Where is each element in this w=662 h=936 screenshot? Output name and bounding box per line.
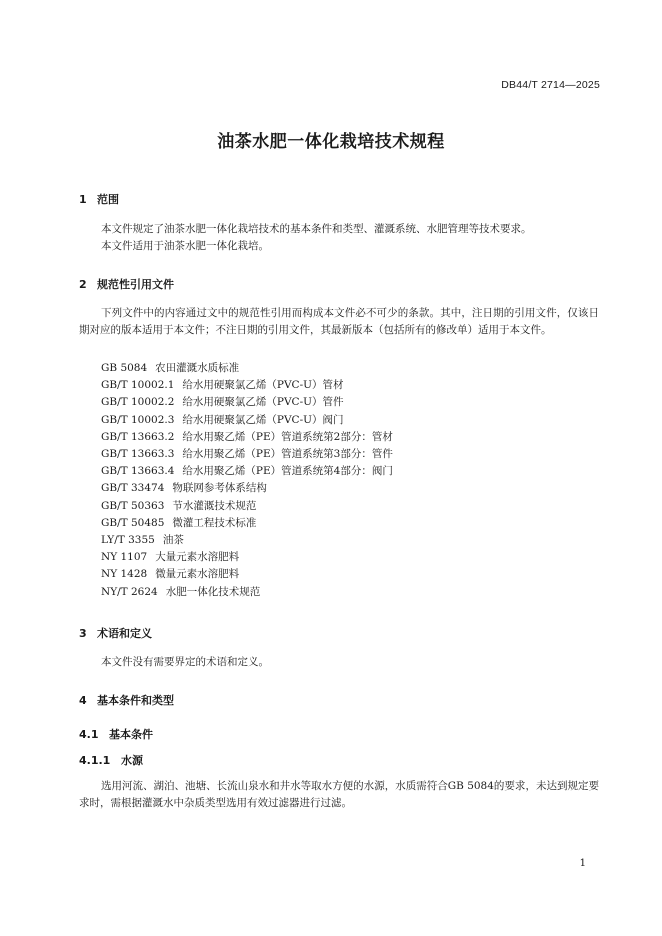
reference-code: GB/T 10002.2 (101, 396, 175, 409)
reference-title: 微灌工程技术标准 (172, 516, 257, 529)
subsection-number: 4.1.1 (79, 754, 111, 767)
list-item (101, 394, 393, 411)
section-title: 术语和定义 (97, 627, 152, 640)
reference-title: 节水灌溉技术规范 (172, 499, 257, 512)
section-heading-scope (79, 191, 119, 207)
reference-code: GB/T 13663.2 (101, 430, 175, 443)
document-title: 油茶水肥一体化栽培技术规程 (217, 132, 445, 152)
paragraph: 本文件没有需要界定的术语和定义。 (101, 656, 269, 668)
subsection-heading-water-source (79, 752, 143, 768)
list-item (101, 360, 393, 377)
section-title: 规范性引用文件 (97, 278, 174, 291)
paragraph: 本文件适用于油茶水肥一体化栽培。 (101, 240, 269, 252)
section-heading-basic-conditions (79, 692, 174, 708)
paragraph: 选用河流、湖泊、池塘、长流山泉水和井水等取水方便的水源，水质需符合GB 5084的要求，未达到规定要求时，需根据灌溉水中杂质类型选用有效过滤器进行过滤。 (79, 780, 599, 809)
list-item (101, 412, 393, 429)
reference-code: GB/T 10002.3 (101, 413, 175, 426)
list-item (101, 549, 393, 566)
section-heading-normative-references (79, 276, 174, 292)
section-number: 2 (79, 278, 87, 291)
list-item (101, 446, 393, 463)
reference-title: 给水用硬聚氯乙烯（PVC-U）管件 (182, 396, 344, 409)
reference-code: NY 1107 (101, 551, 148, 564)
reference-code: GB/T 33474 (101, 482, 165, 495)
list-item (101, 463, 393, 480)
section-number: 4 (79, 694, 87, 707)
list-item (101, 584, 393, 601)
list-item (101, 532, 393, 549)
reference-title: 大量元素水溶肥料 (155, 551, 240, 564)
section-title: 范围 (97, 193, 119, 206)
list-item (101, 515, 393, 532)
reference-title: 农田灌溉水质标准 (155, 362, 240, 374)
reference-code: GB/T 13663.3 (101, 448, 175, 461)
paragraph: 下列文件中的内容通过文中的规范性引用而构成本文件必不可少的条款。其中，注日期的引用文件，仅该日期对应的版本适用于本文件；不注日期的引用文件，其最新版本（包括所有的修改单）适用于本文件。 (79, 307, 599, 336)
reference-code: GB 5084 (101, 362, 148, 374)
reference-code: GB/T 10002.1 (101, 379, 175, 392)
section-number: 3 (79, 627, 87, 640)
page-number: 1 (579, 858, 586, 869)
reference-title: 物联网参考体系结构 (172, 482, 267, 495)
list-item (101, 498, 393, 515)
reference-title: 给水用聚乙烯（PE）管道系统第3部分：管件 (182, 448, 393, 461)
reference-code: NY/T 2624 (101, 585, 158, 598)
reference-code: LY/T 3355 (101, 534, 155, 547)
subsection-title: 基本条件 (109, 728, 153, 741)
reference-title: 给水用聚乙烯（PE）管道系统第2部分：管材 (182, 430, 393, 443)
list-item (101, 566, 393, 583)
reference-title: 油茶 (162, 534, 184, 547)
reference-title: 给水用聚乙烯（PE）管道系统第4部分：阀门 (182, 465, 393, 478)
section-title: 基本条件和类型 (97, 694, 174, 707)
reference-title: 给水用硬聚氯乙烯（PVC-U）阀门 (182, 413, 344, 426)
subsection-number: 4.1 (79, 728, 99, 741)
reference-list (101, 360, 393, 601)
list-item (101, 377, 393, 394)
list-item (101, 480, 393, 497)
standard-code: DB44/T 2714—2025 (501, 79, 600, 91)
paragraph: 本文件规定了油茶水肥一体化栽培技术的基本条件和类型、灌溉系统、水肥管理等技术要求。 (101, 223, 532, 235)
subsection-title: 水源 (121, 754, 143, 767)
section-number: 1 (79, 193, 87, 206)
reference-code: GB/T 50485 (101, 516, 165, 529)
list-item (101, 429, 393, 446)
reference-code: NY 1428 (101, 568, 148, 581)
reference-title: 给水用硬聚氯乙烯（PVC-U）管材 (182, 379, 344, 392)
reference-title: 水肥一体化技术规范 (165, 585, 261, 598)
reference-code: GB/T 50363 (101, 499, 165, 512)
reference-code: GB/T 13663.4 (101, 465, 175, 478)
section-heading-terms-definitions (79, 625, 152, 641)
subsection-heading-basic-conditions (79, 726, 153, 742)
reference-title: 微量元素水溶肥料 (155, 568, 240, 581)
